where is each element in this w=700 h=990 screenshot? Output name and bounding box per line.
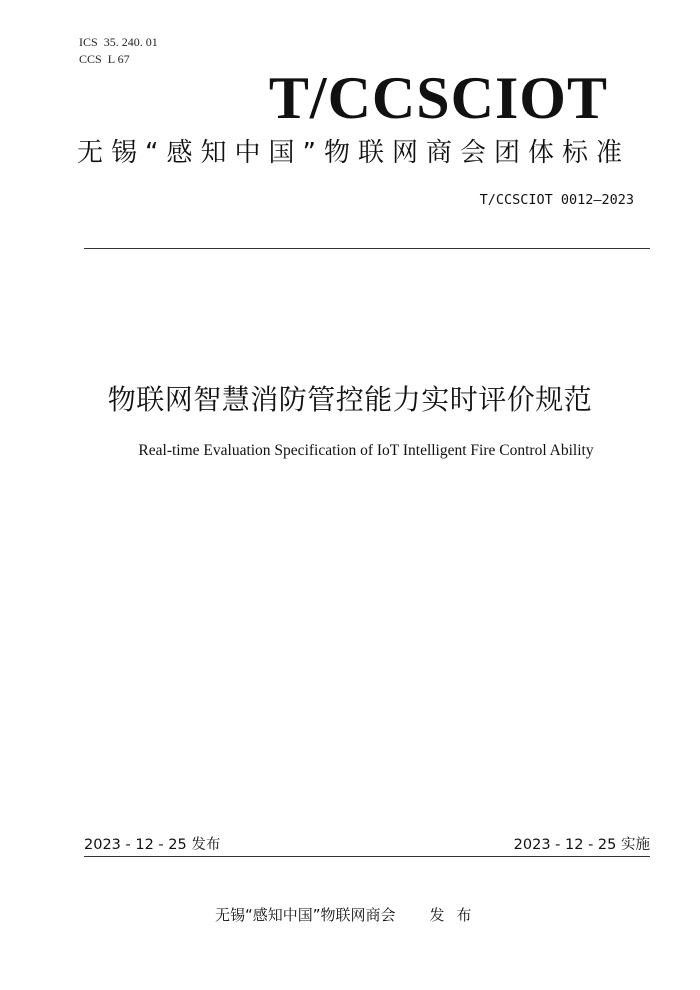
effective-date: 2023 - 12 - 25 实施 — [513, 837, 650, 853]
bottom-divider — [84, 856, 650, 857]
ccs-line — [79, 51, 158, 68]
date-row — [84, 835, 650, 857]
top-divider — [84, 248, 650, 249]
standard-number: T/CCSCIOT 0012—2023 — [479, 192, 634, 208]
publisher-name: 无锡“感知中国”物联网商会 — [215, 906, 396, 924]
publish-word: 发布 — [429, 906, 484, 924]
classification-codes — [79, 34, 158, 68]
issue-date: 2023 - 12 - 25 发布 — [84, 837, 221, 853]
organization-logo-text: T/CCSCIOT — [268, 65, 608, 131]
document-title-chinese: 物联网智慧消防管控能力实时评价规范 — [107, 383, 593, 416]
ccs-label: CCS — [79, 52, 102, 66]
publisher-line — [215, 904, 484, 926]
ccs-code: L 67 — [107, 52, 130, 66]
organization-standard-name: 无锡“感知中国”物联网商会团体标准 — [77, 138, 630, 168]
ics-label: ICS — [79, 35, 98, 49]
document-title-english: Real-time Evaluation Specification of IoT Intelligent Fire Control Ability — [138, 442, 594, 459]
ics-line — [79, 34, 158, 51]
ics-code: 35. 240. 01 — [103, 35, 158, 49]
